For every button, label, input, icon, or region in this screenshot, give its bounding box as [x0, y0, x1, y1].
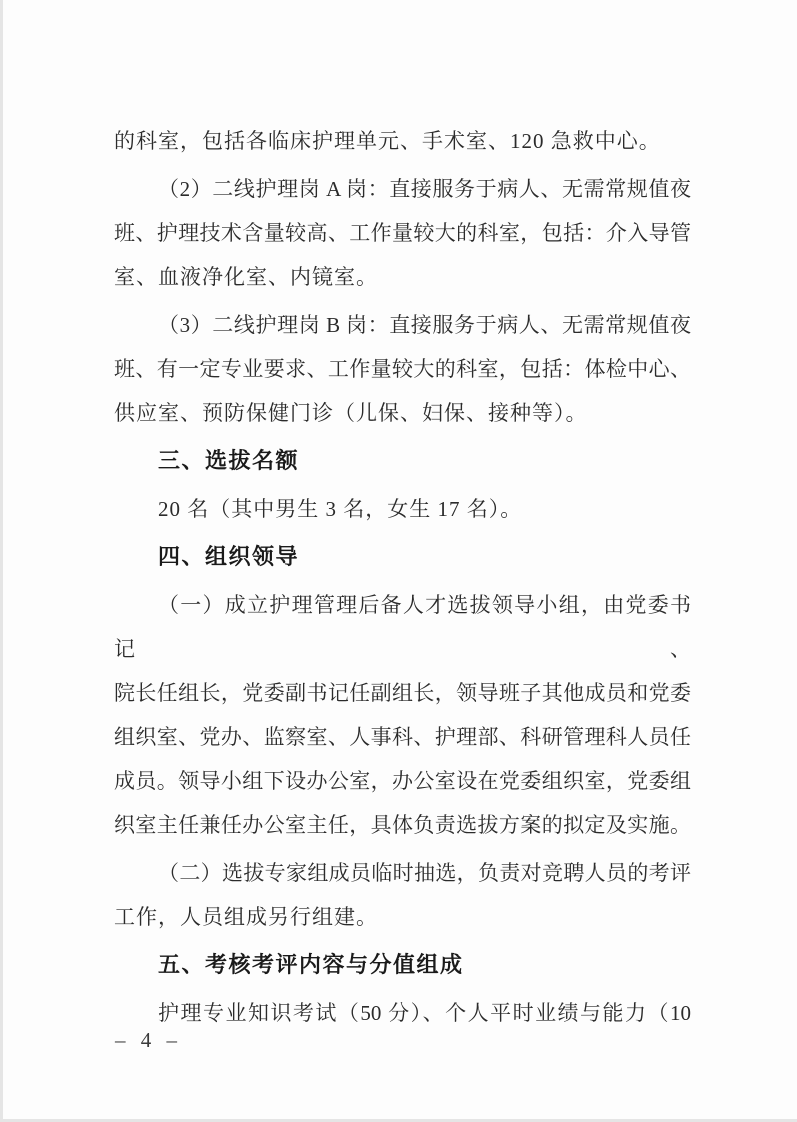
- text-line: 组织室、党办、监察室、人事科、护理部、科研管理科人员任: [114, 725, 691, 749]
- text-line: 织室主任兼任办公室主任，具体负责选拔方案的拟定及实施。: [114, 813, 691, 837]
- text-line: 成员。领导小组下设办公室，办公室设在党委组织室，党委组: [114, 769, 691, 793]
- text-line: 的科室，包括各临床护理单元、手术室、120 急救中心。: [114, 129, 661, 153]
- section-heading: 五、考核考评内容与分值组成: [158, 952, 464, 977]
- section-heading: 四、组织领导: [158, 544, 300, 569]
- text-line: 供应室、预防保健门诊（儿保、妇保、接种等）。: [114, 401, 588, 425]
- text-line: （2）二线护理岗 A 岗：直接服务于病人、无需常规值夜: [158, 177, 691, 201]
- text-line: 院长任组长，党委副书记任副组长，领导班子其他成员和党委: [114, 681, 691, 705]
- text-line: （一）成立护理管理后备人才选拔领导小组，由党委书记、: [114, 593, 691, 661]
- text-line: （二）选拔专家组成员临时抽选，负责对竞聘人员的考评: [158, 861, 691, 885]
- document-body: [114, 119, 691, 1035]
- page-number: – 4 –: [115, 1028, 182, 1052]
- text-line: （3）二线护理岗 B 岗：直接服务于病人、无需常规值夜: [158, 313, 691, 337]
- text-line: 班、护理技术含量较高、工作量较大的科室，包括：介入导管: [114, 221, 691, 245]
- section-heading: 三、选拔名额: [158, 448, 300, 473]
- text-line: 班、有一定专业要求、工作量较大的科室，包括：体检中心、: [114, 357, 691, 381]
- text-line: 室、血液净化室、内镜室。: [114, 265, 378, 289]
- text-line: 20 名（其中男生 3 名，女生 17 名）。: [158, 497, 523, 521]
- text-line: 工作，人员组成另行组建。: [114, 905, 378, 929]
- text-line: 护理专业知识考试（50 分）、个人平时业绩与能力（10: [158, 1001, 691, 1025]
